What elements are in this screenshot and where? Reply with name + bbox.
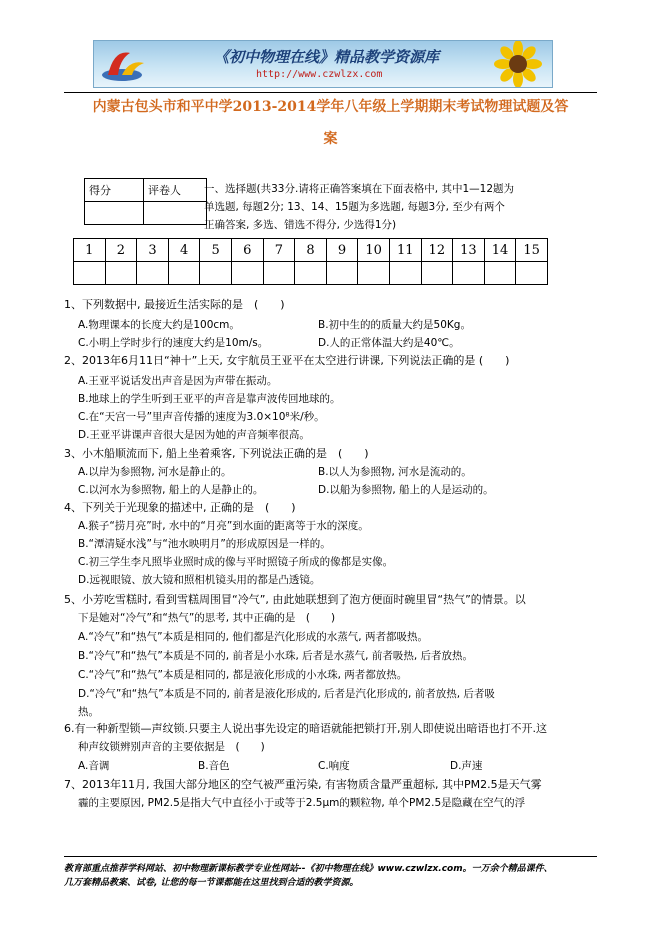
question-5-option-d-cont: 热。	[78, 706, 99, 718]
grid-number: 9	[326, 239, 358, 262]
question-3-option-b: B.以人为参照物, 河水是流动的。	[318, 466, 472, 478]
question-5-option-c: C.“冷气”和“热气”本质是相同的, 都是液化形成的小水珠, 两者都放热。	[78, 669, 408, 681]
question-5-option-b: B.“冷气”和“热气”本质是不同的, 前者是小水珠, 后者是水蒸气, 前者吸热, 后者放热。	[78, 650, 473, 662]
answer-cell[interactable]	[231, 262, 263, 285]
score-cell	[85, 202, 144, 225]
question-3-option-a: A.以岸为参照物, 河水是静止的。	[78, 466, 232, 478]
answer-grid	[73, 238, 548, 285]
answer-cell[interactable]	[389, 262, 421, 285]
question-1-option-d: D.人的正常体温大约是40℃。	[318, 337, 460, 349]
grid-number: 14	[484, 239, 516, 262]
question-1-option-b: B.初中生的的质量大约是50Kg。	[318, 319, 471, 331]
footer-rule	[64, 856, 597, 857]
question-2-option-c: C.在“天宫一号”里声音传播的速度为3.0×10⁸米/秒。	[78, 411, 325, 423]
document-title-cont: 案	[323, 131, 338, 147]
question-2-option-b: B.地球上的学生听到王亚平的声音是靠声波传回地球的。	[78, 393, 341, 405]
section-instructions	[204, 180, 572, 234]
question-6-option-a: A.音调	[78, 760, 110, 772]
grid-number: 4	[168, 239, 200, 262]
question-4-option-a: A.猴子“捞月亮”时, 水中的“月亮”到水面的距离等于水的深度。	[78, 520, 369, 532]
question-1-option-a: A.物理课本的长度大约是100cm。	[78, 319, 240, 331]
question-5-stem-cont: 下是她对“冷气”和“热气”的思考, 其中正确的是 ( )	[78, 612, 336, 624]
grid-number: 13	[453, 239, 485, 262]
question-4-stem: 4、下列关于光现象的描述中, 正确的是 ( )	[64, 501, 296, 514]
section-instructions-line: 正确答案, 多选、错选不得分, 少选得1分)	[204, 219, 397, 231]
section-instructions-line: 一、选择题(共33分.请将正确答案填在下面表格中, 其中1—12题为	[204, 183, 515, 195]
question-6-stem-cont: 种声纹锁辨别声音的主要依据是 ( )	[78, 741, 265, 753]
question-5-option-d: D.“冷气”和“热气”本质是不同的, 前者是液化形成的, 后者是汽化形成的, 前者放热, 后者吸	[78, 688, 495, 700]
grid-number: 6	[231, 239, 263, 262]
grader-cell	[144, 202, 207, 225]
page-footer	[64, 862, 597, 890]
question-7-stem: 7、2013年11月, 我国大部分地区的空气被严重污染, 有害物质含量严重超标, 其中PM2.5是天气雾	[64, 778, 542, 791]
answer-cell[interactable]	[516, 262, 548, 285]
answer-cell[interactable]	[453, 262, 485, 285]
answer-grid-numbers	[74, 239, 548, 262]
answer-cell[interactable]	[105, 262, 137, 285]
sunflower-icon	[478, 41, 548, 87]
question-6-option-b: B.音色	[198, 760, 230, 772]
question-7-stem-cont: 霾的主要原因, PM2.5是指大气中直径小于或等于2.5μm的颗粒物, 单个PM2.5是隐藏在空气的浮	[78, 797, 526, 809]
answer-cell[interactable]	[326, 262, 358, 285]
footer-line: 教育部重点推荐学科网站、初中物理新课标教学专业性网站--《初中物理在线》www.czwlzx.com。一万余个精品课件、	[64, 864, 553, 874]
question-2-option-d: D.王亚平讲课声音很大是因为她的声音频率很高。	[78, 429, 310, 441]
answer-grid-blanks	[74, 262, 548, 285]
footer-line: 几万套精品教案、试卷, 让您的每一节课都能在这里找到合适的教学资源。	[64, 878, 359, 888]
section-instructions-line: 单选题, 每题2分; 13、14、15题为多选题, 每题3分, 至少有两个	[204, 201, 505, 213]
question-2-option-a: A.王亚平说话发出声音是因为声带在振动。	[78, 375, 278, 387]
header-rule	[64, 92, 597, 93]
banner-title: 《初中物理在线》精品教学资源库	[214, 48, 440, 66]
answer-cell[interactable]	[168, 262, 200, 285]
answer-cell[interactable]	[74, 262, 106, 285]
question-5-stem: 5、小芳吃雪糕时, 看到雪糕周围冒“冷气”, 由此她联想到了泡方便面时碗里冒“热气”的情景。以	[64, 593, 526, 606]
question-1-stem: 1、下列数据中, 最接近生活实际的是 ( )	[64, 298, 285, 311]
document-title: 内蒙古包头市和平中学2013-2014学年八年级上学期期末考试物理试题及答	[92, 99, 569, 115]
question-6-stem: 6.有一种新型锁—声纹锁.只要主人说出事先设定的暗语就能把锁打开,别人即使说出暗语也打不开.这	[64, 722, 547, 735]
answer-cell[interactable]	[200, 262, 232, 285]
question-6-option-d: D.声速	[450, 760, 483, 772]
question-3-stem: 3、小木船顺流而下, 船上坐着乘客, 下列说法正确的是 ( )	[64, 447, 369, 460]
grid-number: 15	[516, 239, 548, 262]
grid-number: 12	[421, 239, 453, 262]
answer-cell[interactable]	[263, 262, 295, 285]
grader-label: 评卷人	[144, 179, 207, 202]
score-box	[84, 178, 207, 225]
question-2-stem: 2、2013年6月11日“神十”上天, 女宇航员王亚平在太空进行讲课, 下列说法正确的是 ( )	[64, 354, 510, 367]
grid-number: 10	[358, 239, 390, 262]
grid-number: 2	[105, 239, 137, 262]
grid-number: 11	[389, 239, 421, 262]
question-4-option-b: B.“潭清疑水浅”与“池水映明月”的形成原因是一样的。	[78, 538, 331, 550]
question-6-option-c: C.响度	[318, 760, 350, 772]
answer-cell[interactable]	[421, 262, 453, 285]
answer-cell[interactable]	[137, 262, 169, 285]
banner-url: http://www.czwlzx.com	[256, 69, 383, 80]
grid-number: 5	[200, 239, 232, 262]
grid-number: 8	[295, 239, 327, 262]
site-logo-icon	[100, 45, 150, 85]
question-4-option-d: D.远视眼镜、放大镜和照相机镜头用的都是凸透镜。	[78, 574, 321, 586]
question-3-option-c: C.以河水为参照物, 船上的人是静止的。	[78, 484, 264, 496]
question-1-option-c: C.小明上学时步行的速度大约是10m/s。	[78, 337, 269, 349]
question-4-option-c: C.初三学生李凡照毕业照时成的像与平时照镜子所成的像都是实像。	[78, 556, 394, 568]
question-5-option-a: A.“冷气”和“热气”本质是相同的, 他们都是汽化形成的水蒸气, 两者都吸热。	[78, 631, 428, 643]
score-label: 得分	[85, 179, 144, 202]
answer-cell[interactable]	[484, 262, 516, 285]
answer-cell[interactable]	[295, 262, 327, 285]
grid-number: 1	[74, 239, 106, 262]
question-3-option-d: D.以船为参照物, 船上的人是运动的。	[318, 484, 494, 496]
grid-number: 7	[263, 239, 295, 262]
site-banner	[93, 40, 553, 88]
answer-cell[interactable]	[358, 262, 390, 285]
grid-number: 3	[137, 239, 169, 262]
